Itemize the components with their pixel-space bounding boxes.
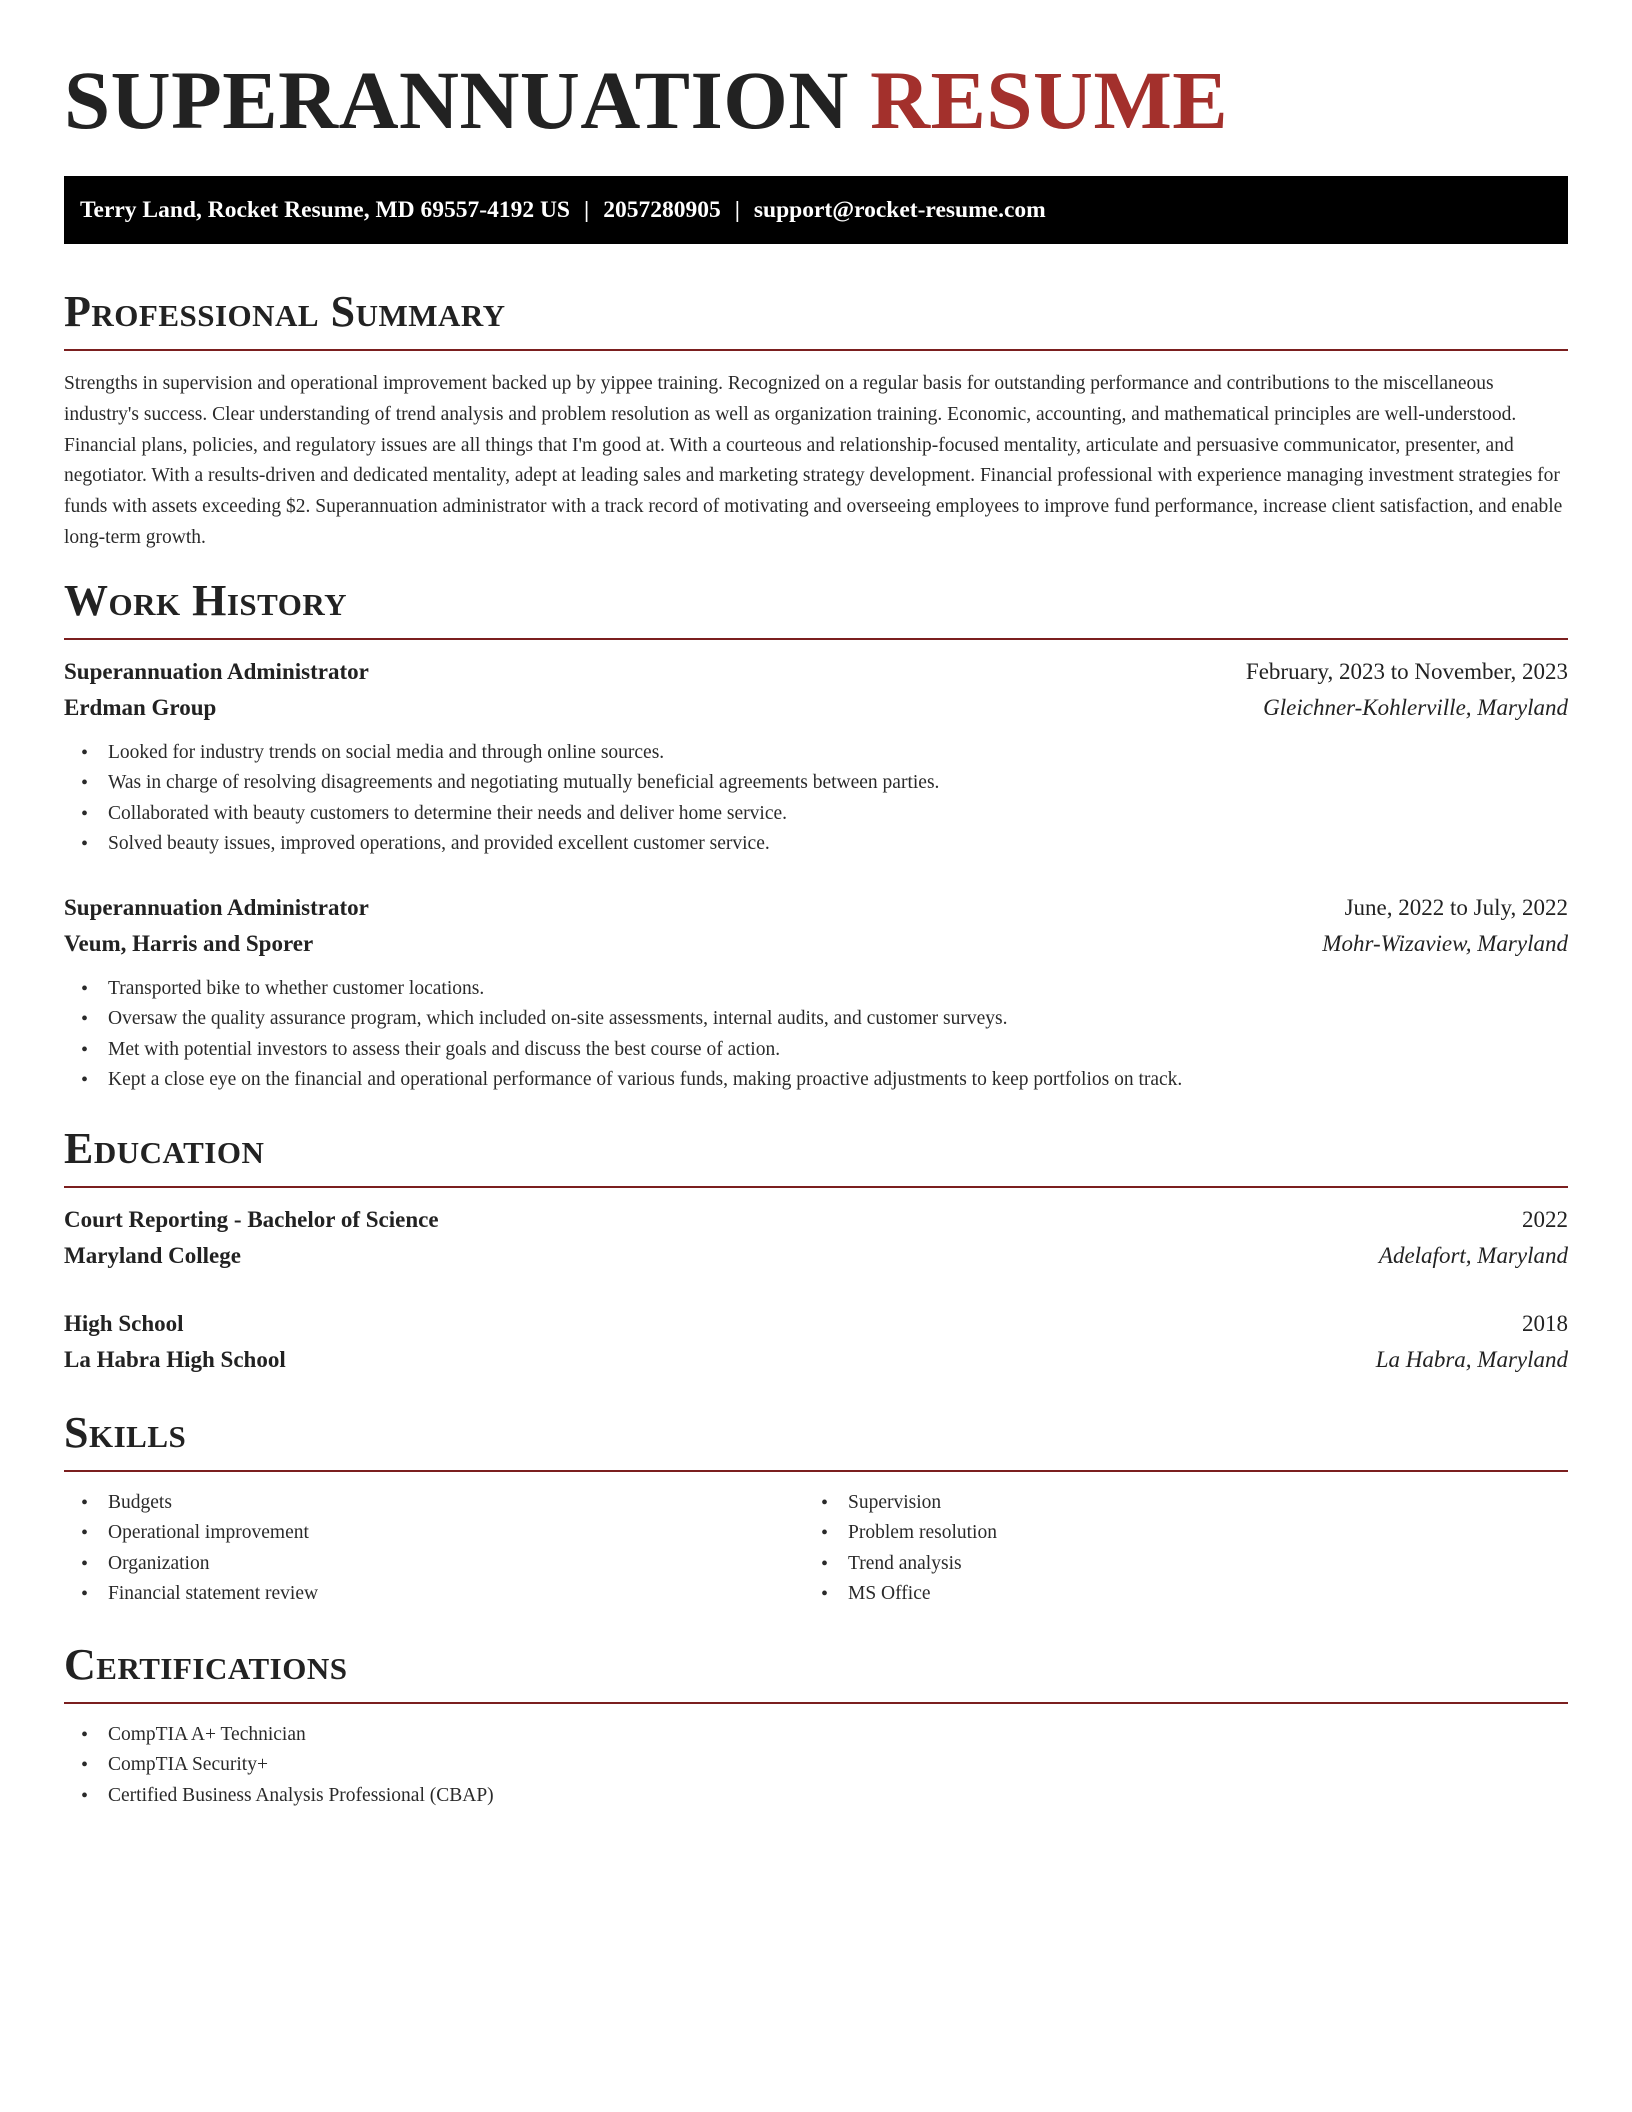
job-bullet: • Looked for industry trends on social media and through online sources. [64, 738, 1568, 769]
education-entry [64, 1306, 1568, 1378]
title-main: SUPERANNUATION [64, 54, 849, 146]
job-company-row [64, 926, 1568, 962]
education-location: La Habra, Maryland [1375, 1346, 1568, 1372]
contact-separator: | [734, 196, 740, 223]
section-heading-work-history: Work History [64, 575, 348, 625]
job-entry [64, 890, 1568, 1096]
summary-section [64, 287, 1568, 554]
education-section [64, 1124, 1568, 1378]
resume-page [64, 0, 1568, 1811]
job-bullet: • Was in charge of resolving disagreements and negotiating mutually beneficial agreements between parties. [64, 768, 1568, 799]
skill-item: • Organization [64, 1549, 804, 1580]
contact-phone: 2057280905 [603, 196, 721, 223]
education-year: 2018 [1522, 1310, 1568, 1336]
job-bullets [64, 974, 1568, 1096]
skill-item: • Supervision [804, 1488, 1544, 1519]
skill-item: • Budgets [64, 1488, 804, 1519]
job-dates: June, 2022 to July, 2022 [1344, 894, 1568, 920]
skills-list-right [804, 1488, 1544, 1610]
education-degree: Court Reporting - Bachelor of Science [64, 1206, 439, 1232]
skill-item: • Problem resolution [804, 1518, 1544, 1549]
job-bullet: • Met with potential investors to assess their goals and discuss the best course of action. [64, 1035, 1568, 1066]
skill-item: • Trend analysis [804, 1549, 1544, 1580]
job-bullet: • Kept a close eye on the financial and operational performance of various funds, making proactive adjustments to keep portfolios on track. [64, 1065, 1568, 1096]
education-degree-row [64, 1202, 1568, 1238]
job-title: Superannuation Administrator [64, 658, 369, 684]
certification-item: • Certified Business Analysis Professional (CBAP) [64, 1781, 1568, 1812]
education-degree-row [64, 1306, 1568, 1342]
summary-text: Strengths in supervision and operational improvement backed up by yippee training. Recognized on a regular basis for outstanding performance and contributions to the miscellaneous industry's success. Clear understanding of trend analysis and problem resolution as well as organization training. Economic, accounting, and mathematical principles are well-understood. Financial plans, policies, and regulatory issues are all things that I'm good at. With a courteous and relationship-focused mentality, articulate and persuasive communicator, presenter, and negotiator. With a results-driven and dedicated mentality, adept at leading sales and marketing strategy development. Financial professional with experience managing investment strategies for funds with assets exceeding $2. Superannuation administrator with a track record of motivating and overseeing employees to improve fund performance, increase client satisfaction, and enable long-term growth. [64, 373, 1563, 548]
education-entry [64, 1202, 1568, 1274]
section-divider [64, 1702, 1568, 1704]
skill-item: • Financial statement review [64, 1579, 804, 1610]
certification-item: • CompTIA A+ Technician [64, 1720, 1568, 1751]
title-accent: RESUME [870, 54, 1229, 146]
skills-grid [64, 1488, 1568, 1610]
job-bullet: • Solved beauty issues, improved operations, and provided excellent customer service. [64, 829, 1568, 860]
section-divider [64, 1186, 1568, 1188]
certifications-section [64, 1640, 1568, 1812]
skills-section [64, 1408, 1568, 1610]
education-year: 2022 [1522, 1206, 1568, 1232]
job-header-row [64, 890, 1568, 926]
job-bullets [64, 738, 1568, 860]
job-location: Gleichner-Kohlerville, Maryland [1263, 694, 1568, 720]
education-degree: High School [64, 1310, 184, 1336]
education-school-row [64, 1238, 1568, 1274]
contact-bar [64, 176, 1568, 244]
job-title: Superannuation Administrator [64, 894, 369, 920]
education-school-row [64, 1342, 1568, 1378]
section-divider [64, 1470, 1568, 1472]
job-bullet: • Collaborated with beauty customers to determine their needs and deliver home service. [64, 799, 1568, 830]
certifications-list [64, 1720, 1568, 1812]
education-location: Adelafort, Maryland [1378, 1242, 1568, 1268]
job-bullet: • Oversaw the quality assurance program, which included on-site assessments, internal audits, and customer surveys. [64, 1004, 1568, 1035]
job-entry [64, 654, 1568, 860]
skill-item: • Operational improvement [64, 1518, 804, 1549]
education-school: La Habra High School [64, 1346, 286, 1372]
certification-item: • CompTIA Security+ [64, 1750, 1568, 1781]
job-company: Erdman Group [64, 694, 217, 720]
section-heading-certifications: Certifications [64, 1639, 348, 1689]
work-history-section [64, 576, 1568, 1096]
contact-address: Terry Land, Rocket Resume, MD 69557-4192 US [80, 196, 570, 223]
section-heading-skills: Skills [64, 1407, 187, 1457]
job-header-row [64, 654, 1568, 690]
contact-separator: | [584, 196, 590, 223]
skill-item: • MS Office [804, 1579, 1544, 1610]
job-company-row [64, 690, 1568, 726]
section-divider [64, 349, 1568, 351]
section-heading-education: Education [64, 1123, 265, 1173]
contact-email: support@rocket-resume.com [753, 196, 1046, 223]
section-heading-summary: Professional Summary [64, 287, 506, 336]
job-dates: February, 2023 to November, 2023 [1245, 658, 1568, 684]
job-bullet: • Transported bike to whether customer locations. [64, 974, 1568, 1005]
section-divider [64, 638, 1568, 640]
skills-list-left [64, 1488, 804, 1610]
education-school: Maryland College [64, 1242, 241, 1268]
resume-title [64, 0, 1568, 144]
job-location: Mohr-Wizaview, Maryland [1322, 930, 1568, 956]
job-company: Veum, Harris and Sporer [64, 930, 314, 956]
